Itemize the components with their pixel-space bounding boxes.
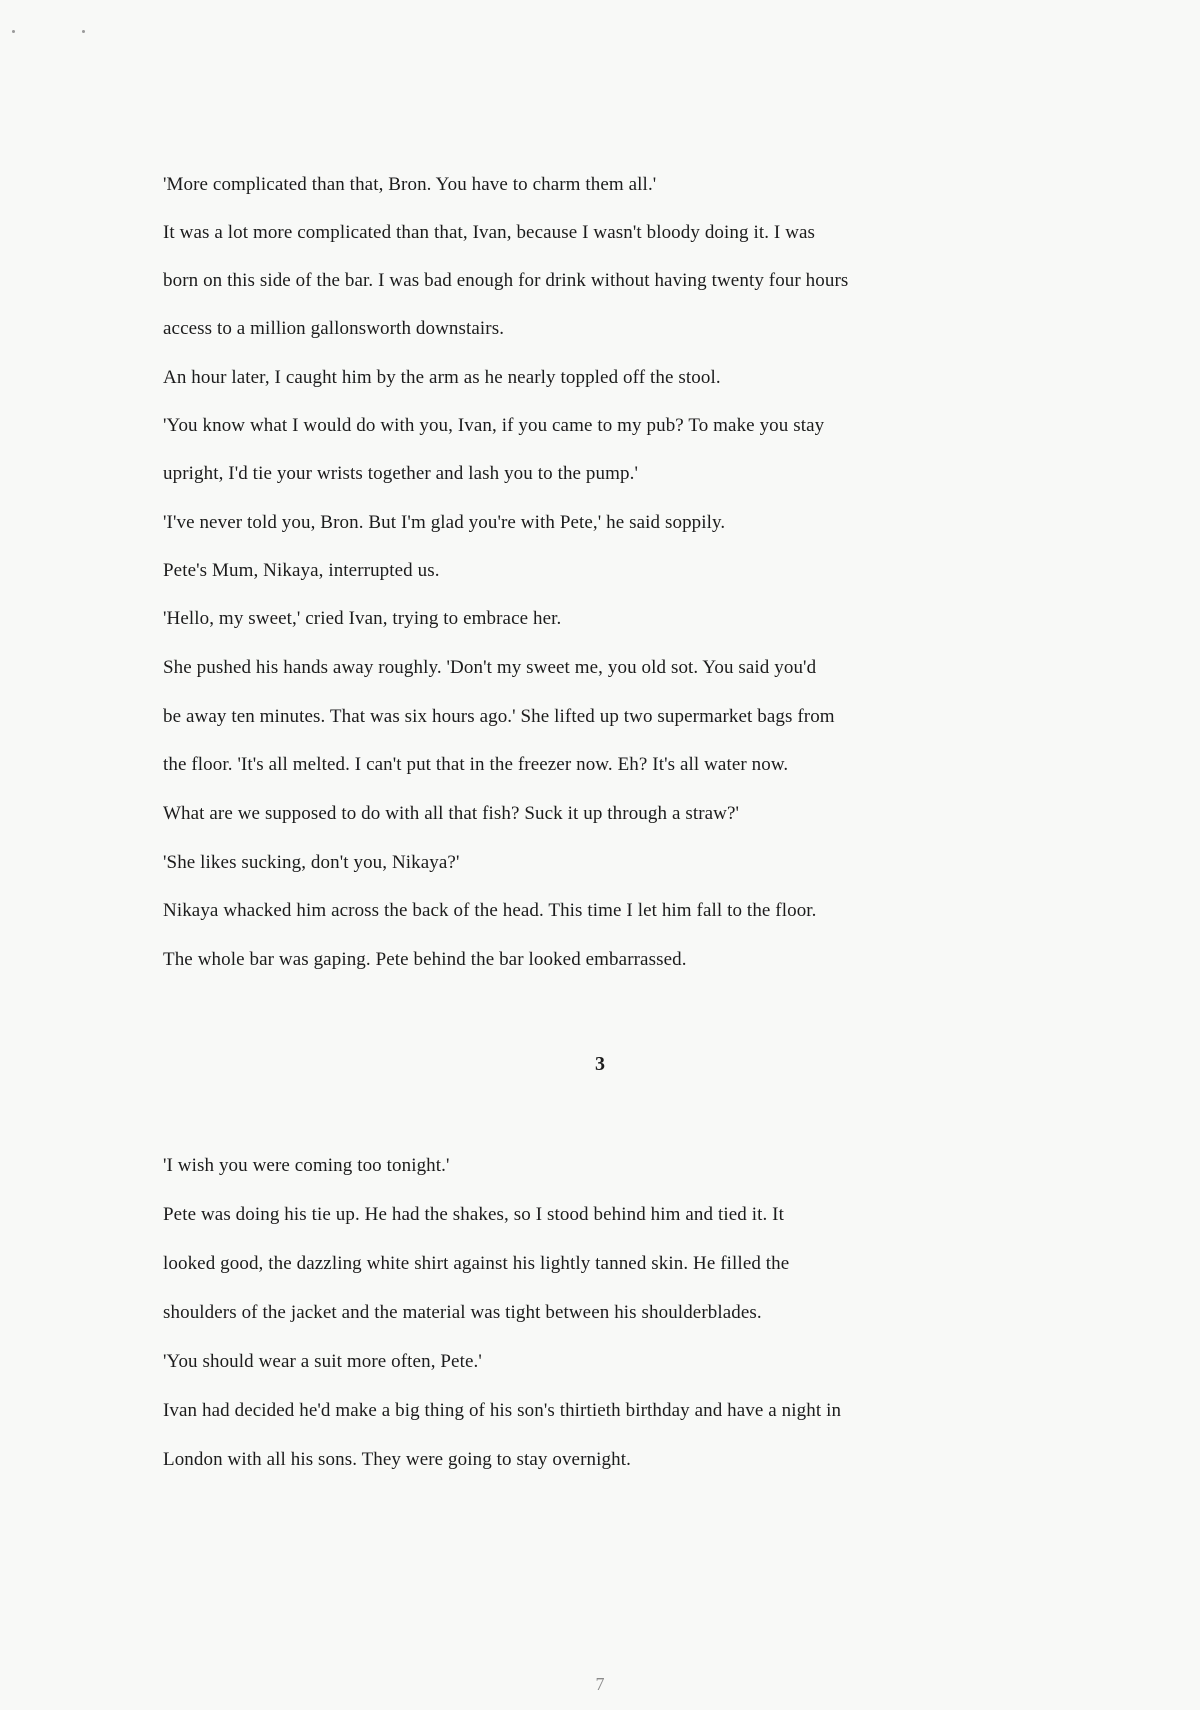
text-line: 'I wish you were coming too tonight.' [163,1155,450,1176]
text-line: It was a lot more complicated than that, Ivan, because I wasn't bloody doing it. I was [163,222,816,243]
text-line: be away ten minutes. That was six hours ago.' She lifted up two supermarket bags from [163,706,835,727]
text-line: 'You know what I would do with you, Ivan, if you came to my pub? To make you stay [163,415,825,436]
text-line: She pushed his hands away roughly. 'Don't my sweet me, you old sot. You said you'd [163,657,817,678]
text-line: The whole bar was gaping. Pete behind the bar looked embarrassed. [163,949,687,970]
text-line: looked good, the dazzling white shirt against his lightly tanned skin. He filled the [163,1253,790,1274]
scan-speck [12,30,15,33]
text-line: Pete's Mum, Nikaya, interrupted us. [163,560,440,581]
chapter-heading: 3 [595,1053,605,1075]
text-line: shoulders of the jacket and the material was tight between his shoulderblades. [163,1302,762,1323]
text-line: London with all his sons. They were going to stay overnight. [163,1449,631,1470]
text-line: access to a million gallonsworth downstairs. [163,318,505,339]
page-number: 7 [595,1674,605,1694]
text-line: Pete was doing his tie up. He had the shakes, so I stood behind him and tied it. It [163,1204,784,1225]
scan-speck [82,30,85,33]
text-line: upright, I'd tie your wrists together and lash you to the pump.' [163,463,638,484]
text-line: 'You should wear a suit more often, Pete.' [163,1351,482,1372]
text-line: 'Hello, my sweet,' cried Ivan, trying to embrace her. [163,608,562,629]
text-line: 'She likes sucking, don't you, Nikaya?' [163,852,460,873]
text-line: Nikaya whacked him across the back of the head. This time I let him fall to the floor. [163,900,817,921]
text-line: born on this side of the bar. I was bad enough for drink without having twenty four hours [163,270,849,291]
text-line: 'More complicated than that, Bron. You have to charm them all.' [163,174,657,195]
text-line: Ivan had decided he'd make a big thing of his son's thirtieth birthday and have a night in [163,1400,842,1421]
text-line: What are we supposed to do with all that fish? Suck it up through a straw?' [163,803,740,824]
text-line: the floor. 'It's all melted. I can't put that in the freezer now. Eh? It's all water now. [163,754,789,775]
text-line: 'I've never told you, Bron. But I'm glad you're with Pete,' he said soppily. [163,512,726,533]
text-line: An hour later, I caught him by the arm as he nearly toppled off the stool. [163,367,721,388]
